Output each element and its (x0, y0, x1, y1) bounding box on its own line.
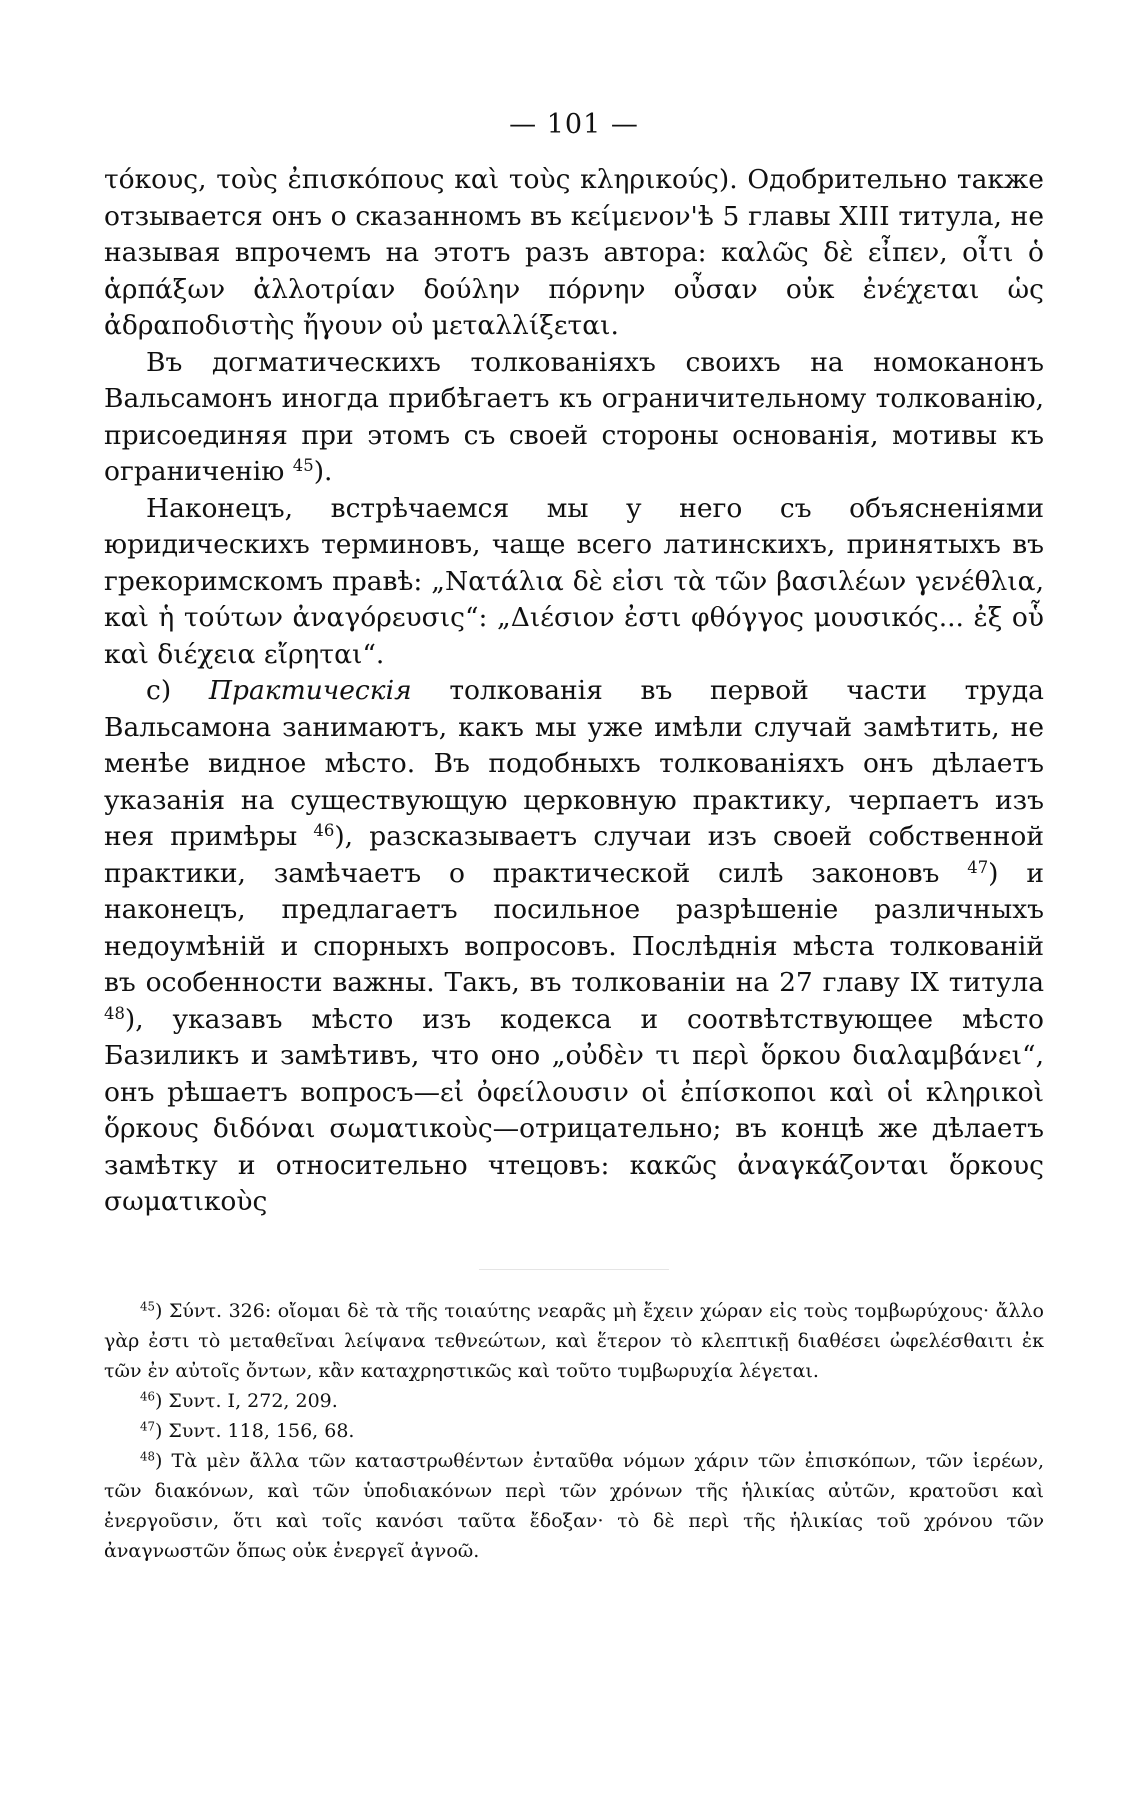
paragraph-4-segment-4: ), указавъ мѣсто изъ кодекса и соотвѣтствующее мѣсто Базиликъ и замѣтивъ, что оно „οὐδὲν τι περὶ ὅρκου διαλαμβάνει“, онъ рѣшаетъ вопросъ—εἰ ὀφείλουσιν οἱ ἐπίσκοποι καὶ οἱ κληρικοὶ ὅρκους διδόναι σωματικοὺς—отрицательно; въ концѣ же дѣлаетъ замѣтку и относительно чтецовъ: κακῶς ἀναγκάζονται ὅρκους σωματικοὺς (104, 1003, 1044, 1217)
paragraph-3-text: Наконецъ, встрѣчаемся мы у него съ объясненіями юридическихъ терминовъ, чаще всего латинскихъ, принятыхъ въ грекоримскомъ правѣ: „Νατάλια δὲ εἰσι τὰ τῶν βασιλέων γενέθλια, καὶ ἡ τούτων ἀναγόρευσις“: „Διέσιον ἐστι φθόγγος μουσικός... ἐξ οὗ καὶ διέχεια εἴρηται“. (104, 492, 1044, 670)
paragraph-4-segment-3: ) и наконецъ, предлагаетъ посильное разрѣшеніе различныхъ недоумѣній и спорныхъ вопросовъ. Послѣднія мѣста толкованій въ особенности важны. Такъ, въ толкованіи на 27 главу IX титула (104, 857, 1044, 998)
paragraph-1-text: τόκους, τοὺς ἐπισκόπους καὶ τοὺς κληρικούς). Одобрительно также отзывается онъ о сказанномъ въ κείμενον'ѣ 5 главы XIII титула, не называя впрочемъ на этотъ разъ автора: καλῶς δὲ εἶπεν, οἶτι ὁ ἁρπάξων ἀλλοτρίαν δούλην πόρνην οὖσαν οὐκ ἐνέχεται ὡς ἀδραποδιστὴς ἤγουν οὐ μεταλλίξεται. (104, 164, 1044, 341)
page-number: — 101 — (509, 109, 639, 140)
paragraph-2-text: Въ догматическихъ толкованіяхъ своихъ на номоканонъ Вальсамонъ иногда прибѣгаетъ къ ограничительному толкованію, присоединяя при этомъ съ своей стороны основанія, мотивы къ ограниченію (104, 346, 1044, 487)
footnote-47 (104, 1416, 1044, 1446)
main-text (104, 162, 1044, 1221)
footnote-text: ) Τὰ μὲν ἄλλα τῶν καταστρωθέντων ἐνταῦθα νόμων χάριν τῶν ἐπισκόπων, τῶν ἱερέων, τῶν διακόνων, καὶ τῶν ὑποδιακόνων περὶ τῶν χρόνων τῆς ἡλικίας αὐτῶν, κρατοῦσι καὶ ἐνεργοῦσιν, ὅτι καὶ τοῖς κανόσι ταῦτα ἔδοξαν· τὸ δὲ περὶ τῆς ἡλικίας τοῦ χρόνου τῶν ἀναγνωστῶν ὅπως οὐκ ἐνεργεῖ ἀγνοῶ. (104, 1449, 1044, 1562)
paragraph-4-emphasis: Практическія (208, 675, 412, 706)
footnote-48 (104, 1446, 1044, 1566)
paragraph-4 (104, 673, 1044, 1221)
footnote-ref-45[interactable]: 45 (292, 455, 314, 475)
footnote-number: 47 (140, 1419, 155, 1434)
footnote-ref-46[interactable]: 46 (313, 820, 335, 840)
paragraph-2 (104, 345, 1044, 491)
footnote-ref-48[interactable]: 48 (104, 1003, 125, 1023)
footnote-ref-47[interactable]: 47 (967, 857, 989, 877)
footnotes (104, 1296, 1044, 1566)
paragraph-2-tail: ). (313, 456, 333, 487)
footnote-number: 45 (140, 1299, 155, 1314)
paragraph-1 (104, 162, 1044, 345)
footnote-separator (479, 1269, 669, 1270)
footnote-number: 48 (140, 1449, 155, 1464)
paragraph-4-lead: с) (146, 675, 172, 706)
footnote-text: ) Συντ. 118, 156, 68. (154, 1419, 355, 1442)
footnote-45 (104, 1296, 1044, 1386)
paragraph-4-segment-2: ), разсказываетъ случаи изъ своей собственной практики, замѣчаетъ о практической силѣ законовъ (104, 821, 1044, 889)
paragraph-4-segment-1: толкованія въ первой части труда Вальсамона занимаютъ, какъ мы уже имѣли случай замѣтить, не менѣе видное мѣсто. Въ подобныхъ толкованіяхъ онъ дѣлаетъ указанія на существующую церковную практику, черпаетъ изъ нея примѣры (104, 675, 1044, 852)
footnote-46 (104, 1386, 1044, 1416)
footnote-text: ) Συντ. I, 272, 209. (154, 1389, 338, 1412)
paragraph-3 (104, 491, 1044, 674)
footnote-number: 46 (140, 1389, 155, 1404)
footnote-text: ) Σύντ. 326: οἴομαι δὲ τὰ τῆς τοιαύτης νεαρᾶς μὴ ἔχειν χώραν εἰς τοὺς τομβωρύχους· ἄλλο γὰρ ἐστι τὸ μεταθεῖναι λείψανα τεθνεώτων, καὶ ἕτερον τὸ κλεπτικῇ διαθέσει ὠφελέσθαιτι ἐκ τῶν ἐν αὐτοῖς ὄντων, κἂν καταχρηστικῶς καὶ τοῦτο τυμβωρυχία λέγεται. (104, 1299, 1044, 1382)
